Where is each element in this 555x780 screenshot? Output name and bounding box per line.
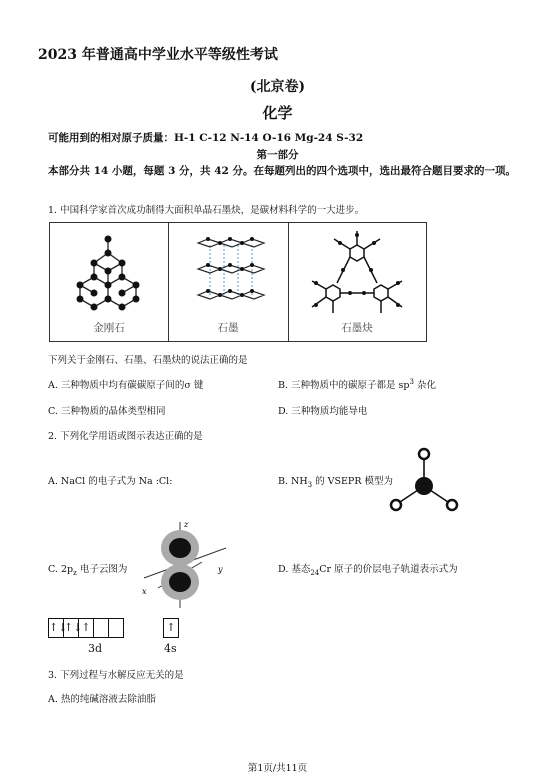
q2-option-a[interactable]: A. NaCl 的电子式为 Na :Cl: (48, 476, 173, 487)
orbital-box-3d-4 (93, 618, 109, 638)
q2-option-b[interactable]: B. $NH_3$ 的 VSEPR 模型为 (278, 476, 394, 489)
q1-option-d[interactable]: D. 三种物质均能导电 (278, 406, 368, 417)
q2-stem: 2. 下列化学用语或图示表达正确的是 (48, 431, 203, 442)
exam-title: 2023 年普通高中学业水平等级性考试 (38, 47, 278, 63)
q1-option-b[interactable]: B. 三种物质中的碳原子都是 $sp^3$ 杂化 (278, 377, 436, 391)
q2-option-c[interactable]: C. $2p_z$ 电子云图为 (48, 564, 128, 577)
orbital-box-4s: ↑ (163, 618, 179, 638)
q1-stem: 1. 中国科学家首次成功制得大面积单晶石墨炔，是碳材料科学的一大进步。 (48, 205, 365, 216)
axis-z-label: z (184, 520, 189, 529)
vsepr-model-image (385, 446, 465, 516)
orbital-box-3d-3: ↑ (78, 618, 94, 638)
page-footer: 第1页/共11页 (247, 763, 308, 774)
orbital-box-3d-2: ↑↓ (63, 618, 79, 638)
orbital-box-3d-1: ↑↓ (48, 618, 64, 638)
atomic-masses: 可能用到的相对原子质量：H-1 C-12 N-14 O-16 Mg-24 S-32 (48, 132, 364, 144)
q1-option-a[interactable]: A. 三种物质中均有碳碳原子间的σ 键 (48, 380, 204, 391)
graphite-cell (168, 223, 289, 341)
diamond-cell (50, 223, 169, 341)
orbital-box-3d-5 (108, 618, 124, 638)
label-4s: 4s (164, 642, 177, 655)
graphite-structure-image (168, 223, 288, 318)
cr-orbital-diagram (48, 618, 228, 658)
axis-y-label: y (218, 565, 223, 574)
graphdiyne-cell (288, 223, 426, 341)
q1-figure-table (49, 222, 427, 342)
exam-subtitle: (北京卷) (249, 79, 306, 95)
label-3d: 3d (88, 642, 103, 655)
q1-option-c[interactable]: C. 三种物质的晶体类型相同 (48, 406, 166, 417)
q2-option-d[interactable]: D. 基态$_{24}$Cr 原子的价层电子轨道表示式为 (278, 564, 458, 577)
q1-prompt: 下列关于金刚石、石墨、石墨炔的说法正确的是 (48, 355, 248, 366)
pz-orbital-image (136, 518, 232, 610)
q3-stem: 3. 下列过程与水解反应无关的是 (48, 670, 184, 681)
part-instructions: 本部分共 14 小题，每题 3 分，共 42 分。在每题列出的四个选项中，选出最符合题目要求的一项。 (48, 165, 516, 177)
graphdiyne-caption: 石墨炔 (341, 322, 373, 334)
diamond-structure-image (50, 223, 168, 318)
graphite-caption: 石墨 (217, 322, 239, 334)
diamond-caption: 金刚石 (93, 322, 125, 334)
graphdiyne-structure-image (288, 223, 426, 318)
subject-title: 化学 (262, 104, 293, 122)
axis-x-label: x (142, 587, 147, 596)
q3-option-a[interactable]: A. 热的纯碱溶液去除油脂 (48, 694, 156, 705)
part-heading: 第一部分 (256, 149, 299, 161)
